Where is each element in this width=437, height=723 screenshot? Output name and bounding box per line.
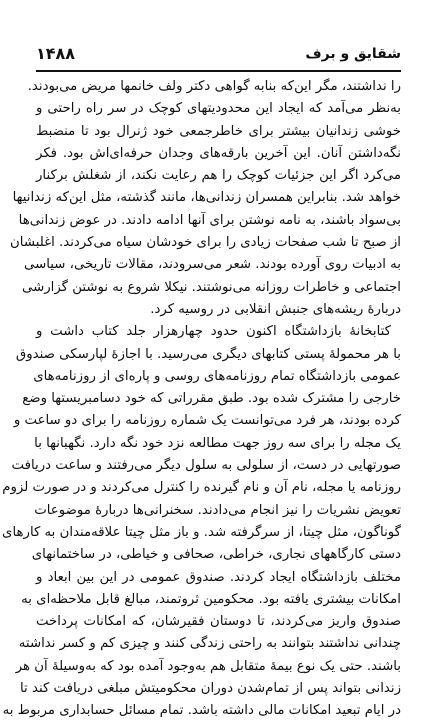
text-line: نگه‌داشتن آنان. این آخرین بارقه‌های وجدان حرفه‌ای‌اش بود. فکر — [36, 145, 401, 161]
text-line: صورتهایی در دست، از سلولی به سلول دیگر می‌رفتند و ساعت دریافت — [11, 458, 401, 474]
text-line: به ادبیات روی آورده بودند. شعر می‌سرودند، مقالات تاریخی، سیاسی — [24, 257, 401, 273]
text-line: امکانات بیشتری یافته بود. محکومین ثروتمند، مبالغ قابل ملاحظه‌ای به — [21, 591, 401, 607]
text-line: یک مجله را برای سه روز جهت مطالعه نزد خود نگه دارد. نگهبانها با — [34, 435, 401, 451]
page-header — [36, 40, 401, 68]
text-line: مختلف بازداشتگاه ایجاد کردند. صندوق عمومی در این بین ابعاد و — [36, 569, 401, 585]
body-text — [2, 76, 401, 723]
text-line: از صبح تا شب صفحات زیادی را برای خودشان سیاه می‌کردند. اغلبشان — [10, 235, 401, 251]
text-line: صندوق واریز می‌کردند، تا دوستان فقیرشان، که امکانات پرداخت — [36, 614, 401, 630]
running-title: شقایق و برف — [305, 46, 401, 62]
text-line: روزنامه یا مجله، نام آن و نام گیرنده را کنترل می‌کردند و در صورت لزوم — [2, 480, 401, 496]
text-line: در ایام تبعید امکانات مالی داشته باشد. تمام مسائل حسابداری مربوط به — [2, 703, 401, 719]
text-line: خوشی زندانیان بیشتر برای خاطرجمعی خود ژنرال بود تا منضبط — [36, 123, 401, 139]
text-line: بی‌سواد باشند، به نامه نوشتن برای آنها ادامه دادند. در عوض زندانی‌ها — [18, 212, 401, 228]
text-line: گوناگون، مثل چیتا، از سرگرفته شد. و باز مثل چیتا علاقه‌مندان به کارهای — [2, 524, 401, 540]
text-line: خواهد شد. بنابراین همسران زندانی‌ها، مانند گذشته، مثل این‌که زندانیها — [12, 190, 401, 206]
text-line: به‌نظر می‌آمد که ایجاد این محدودیتهای کوچک در سر راه راحتی و — [36, 101, 401, 117]
text-line: می‌کرد اگر این جزئیات کوچک را هم رعایت نکند، از شغلش برکنار — [36, 168, 401, 184]
text-line: دربارهٔ ریشه‌های جنبش انقلابی در روسیه کرد. — [150, 301, 401, 317]
text-line: زندانی بتواند پس از تمام‌شدن دوران محکومیتش مبلغی دریافت کند تا — [20, 681, 401, 697]
text-line: کرده بودند، هر فرد می‌توانست یک شماره روزنامه را برای دو ساعت و — [13, 413, 401, 429]
text-line: عمومی بازداشتگاه تمام روزنامه‌های روسی و پاره‌ای از روزنامه‌های — [33, 368, 401, 384]
text-line: خارجی را مشترک شده بود. طبق مقرراتی که خود دسامبریستها وضع — [22, 391, 401, 407]
text-line: اجتماعی و خاطرات روزانه می‌نوشتند. نیکلا شروع به نوشتن گزارشی — [22, 279, 401, 295]
text-line: باشند. حتی یک نوع بیمهٔ متقابل هم به‌وجود آمده بود که به‌وسیلهٔ آن هر — [15, 658, 401, 674]
text-line: را نداشتند، مگر این‌که بنابه گواهی دکتر ولف خانمها مریض می‌بودند. — [27, 79, 401, 94]
text-line: کتابخانهٔ بازداشتگاه اکنون حدود چهارهزار جلد کتاب داشت و — [36, 324, 391, 340]
text-line: چندانی نداشتند بتوانند به راحتی زندگی کنند و چیزی کم و کسر نداشته — [18, 636, 401, 652]
header-rule — [36, 70, 401, 72]
text-line: با هر محمولهٔ پستی کتابهای دیگری می‌رسید. با اجازهٔ لپارسکی صندوق — [15, 346, 401, 362]
text-line: دستی کارگاههای نجاری، خراطی، صحافی و خیاطی، در ساختمانهای — [31, 547, 401, 563]
text-line: تعویض نشریات را نیز انجام می‌دادند. سخنرانی‌ها دربارهٔ موضوعات — [34, 502, 401, 518]
page-number: ۱۴۸۸ — [36, 44, 76, 63]
